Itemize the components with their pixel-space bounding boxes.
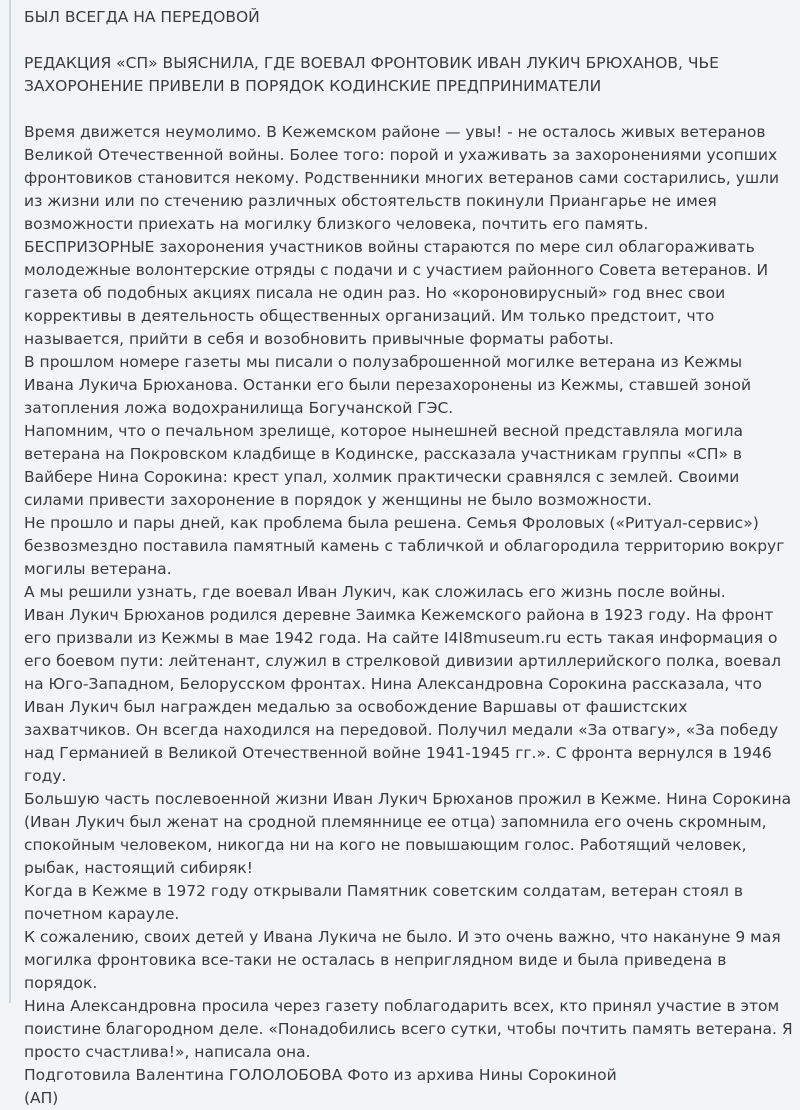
paragraph-3: В прошлом номере газеты мы писали о полузаброшенной могилке ветерана из Кежмы Ивана Лукича Брюханова. Останки его были перезахоронены из Кежмы, ставшей зоной затопления ложа водохранилища Богучанской ГЭС. bbox=[24, 353, 752, 417]
paragraph-4: Напомним, что о печальном зрелище, которое нынешней весной представляла могила ветерана на Покровском кладбище в Кодинске, рассказала участникам группы «СП» в Вайбере Нина Сорокина: крест упал, холмик практически сравнялся с землей. Своими силами привести захоронение в порядок у женщины не было возможности. bbox=[24, 422, 744, 509]
article-kicker: БЫЛ ВСЕГДА НА ПЕРЕДОВОЙ bbox=[24, 8, 260, 26]
article bbox=[24, 6, 794, 1110]
paragraph-1: Время движется неумолимо. В Кежемском районе — увы! - не осталось живых ветеранов Великой Отечественной войны. Более того: порой и ухаживать за захоронениями усопших фронтовиков становится некому. Родственники многих ветеранов сами состарились, ушли из жизни или по стечению различных обстоятельств покинули Приангарье не имея возможности приехать на могилку близкого человека, почтить его память. bbox=[24, 123, 780, 233]
paragraph-5: Не прошло и пары дней, как проблема была решена. Семья Фроловых («Ритуал-сервис») безвозмездно поставила памятный камень с табличкой и облагородила территорию вокруг могилы ветерана. bbox=[24, 514, 785, 578]
paragraph-9: Когда в Кежме в 1972 году открывали Памятник советским солдатам, ветеран стоял в почетном карауле. bbox=[24, 882, 744, 923]
paragraph-6: А мы решили узнать, где воевал Иван Лукич, как сложилась его жизнь после войны. bbox=[24, 583, 726, 601]
article-lead: РЕДАКЦИЯ «СП» ВЫЯСНИЛА, ГДЕ ВОЕВАЛ ФРОНТОВИК ИВАН ЛУКИЧ БРЮХАНОВ, ЧЬЕ ЗАХОРОНЕНИЕ ПРИВЕЛИ В ПОРЯДОК КОДИНСКИЕ ПРЕДПРИНИМАТЕЛИ bbox=[24, 54, 719, 95]
paragraph-11: Нина Александровна просила через газету поблагодарить всех, кто принял участие в этом поистине благородном деле. «Понадобились всего сутки, чтобы почтить память ветерана. Я просто счастлива!», написала она. bbox=[24, 997, 793, 1061]
source-tag: (АП) bbox=[24, 1089, 59, 1107]
left-border-rule bbox=[9, 0, 11, 1003]
paragraph-8: Большую часть послевоенной жизни Иван Лукич Брюханов прожил в Кежме. Нина Сорокина (Иван Лукич был женат на сродной племяннице ее отца) запомнила его очень скромным, спокойным человеком, никогда ни на кого не повышающим голос. Работящий человек, рыбак, настоящий сибиряк! bbox=[24, 790, 792, 877]
byline: Подготовила Валентина ГОЛОЛОБОВА Фото из архива Нины Сорокиной bbox=[24, 1066, 617, 1084]
paragraph-10: К сожалению, своих детей у Ивана Лукича не было. И это очень важно, что накануне 9 мая могилка фронтовика все-таки не осталась в неприглядном виде и была приведена в порядок. bbox=[24, 928, 781, 992]
paragraph-2: БЕСПРИЗОРНЫЕ захоронения участников войны стараются по мере сил облагораживать молодежные волонтерские отряды с подачи и с участием районного Совета ветеранов. И газета об подобных акциях писала не один раз. Но «короновирусный» год внес свои коррективы в деятельность общественных организаций. Им только предстоит, что называется, прийти в себя и возобновить привычные форматы работы. bbox=[24, 238, 769, 348]
paragraph-7: Иван Лукич Брюханов родился деревне Заимка Кежемского района в 1923 году. На фронт его призвали из Кежмы в мае 1942 года. На сайте I4I8museum.ru есть такая информация о его боевом пути: лейтенант, служил в стрелковой дивизии артиллерийского полка, воевал на Юго-Западном, Белорусском фронтах. Нина Александровна Сорокина рассказала, что Иван Лукич был награжден медалью за освобождение Варшавы от фашистских захватчиков. Он всегда находился на передовой. Получил медали «За отвагу», «За победу над Германией в Великой Отечественной войне 1941-1945 гг.». С фронта вернулся в 1946 году. bbox=[24, 606, 781, 785]
